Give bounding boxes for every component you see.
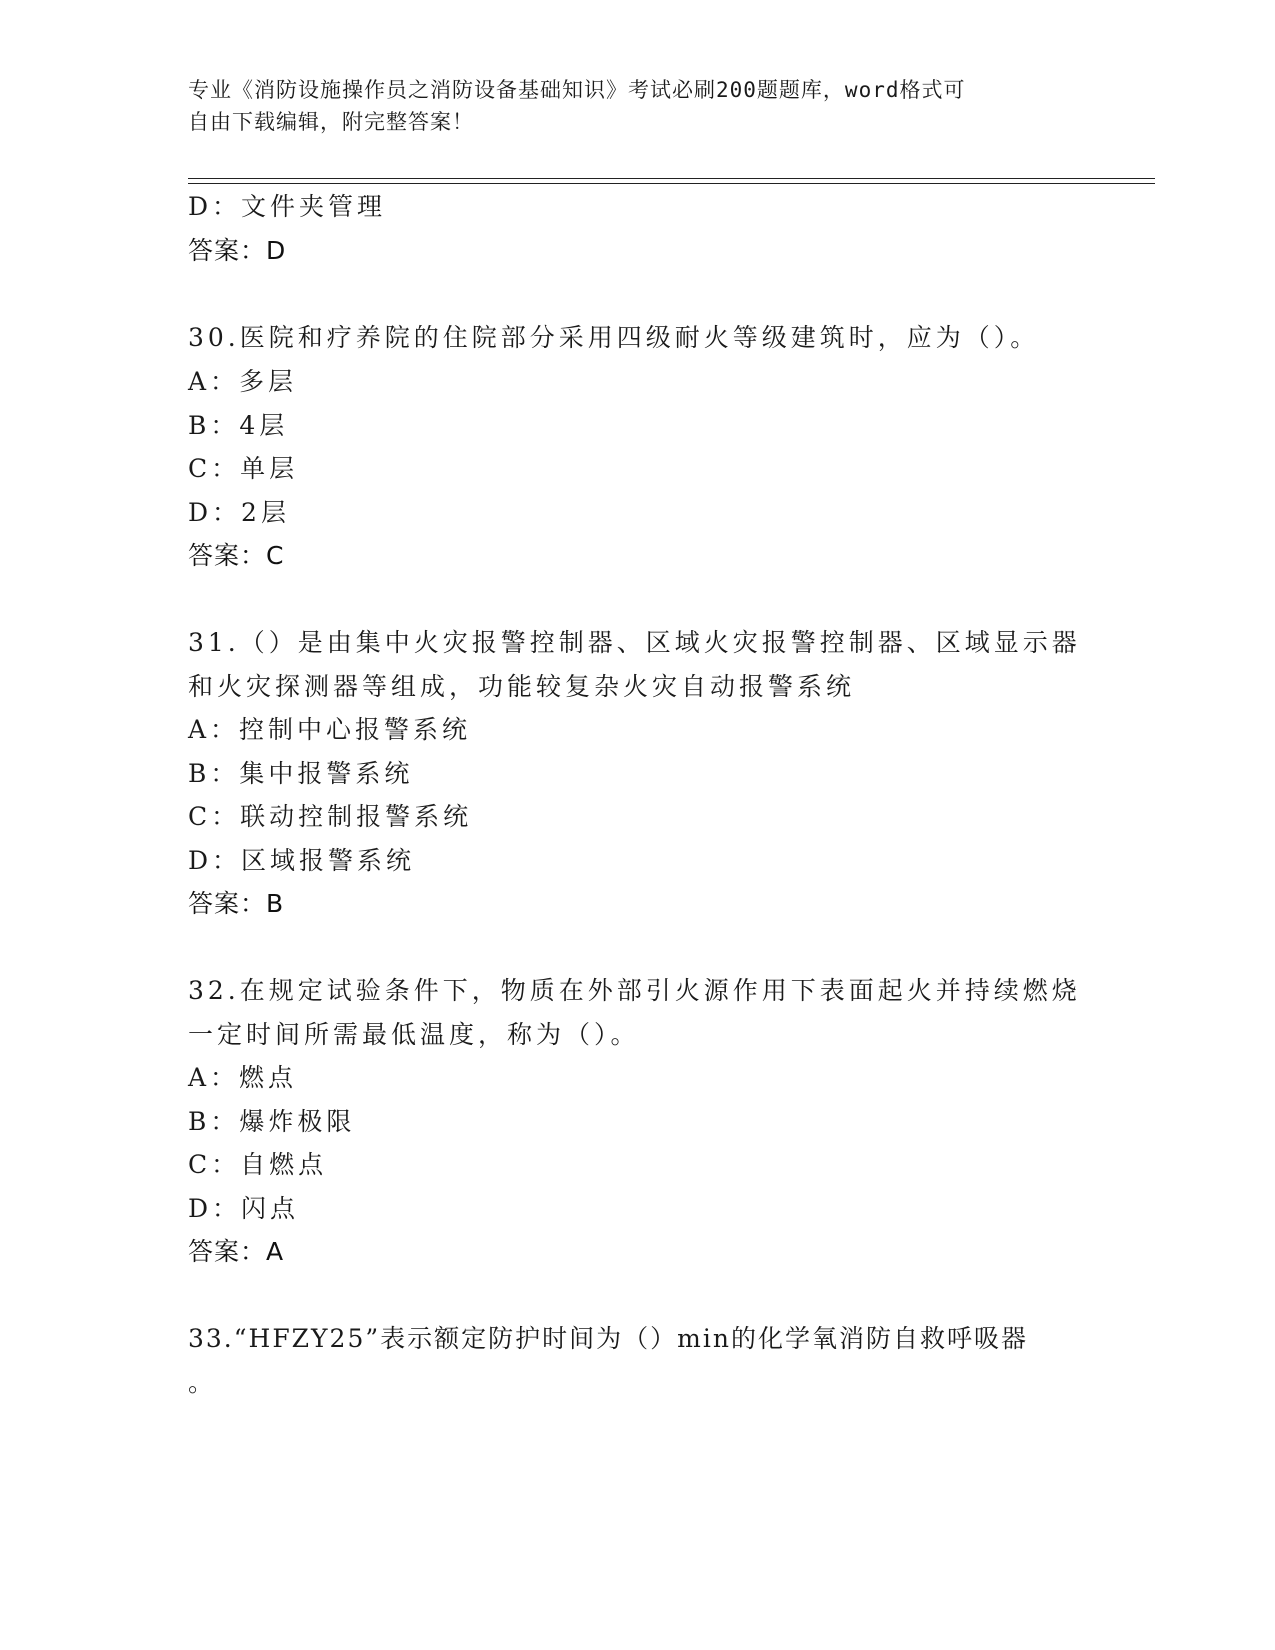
q30-option-d: D：2层 — [188, 498, 290, 527]
q31-option-b: B：集中报警系统 — [188, 759, 414, 788]
q32-stem-line-2: 一定时间所需最低温度，称为（）。 — [188, 1020, 640, 1049]
header-divider-top — [188, 178, 1155, 179]
q31-option-a: A：控制中心报警系统 — [188, 715, 472, 744]
q32-answer: 答案：A — [188, 1237, 285, 1266]
q30-option-a: A：多层 — [188, 367, 298, 396]
q29-answer: 答案：D — [188, 236, 287, 265]
q31-option-c: C：联动控制报警系统 — [188, 802, 473, 831]
header-line-2: 自由下载编辑，附完整答案！ — [188, 110, 474, 134]
q32-stem-line-1: 32.在规定试验条件下，物质在外部引火源作用下表面起火并持续燃烧 — [188, 976, 1081, 1005]
q30-option-b: B：4层 — [188, 411, 289, 440]
q32-option-c: C：自燃点 — [188, 1150, 328, 1179]
document-header — [188, 74, 1088, 138]
header-divider-bottom — [188, 183, 1155, 184]
q32-option-d: D：闪点 — [188, 1194, 300, 1223]
q32-option-a: A：燃点 — [188, 1063, 298, 1092]
q33-stem-line-1: 33.“HFZY25”表示额定防护时间为（）min的化学氧消防自救呼吸器 — [188, 1324, 1028, 1353]
q31-stem-line-2: 和火灾探测器等组成，功能较复杂火灾自动报警系统 — [188, 672, 856, 701]
q30-stem: 30.医院和疗养院的住院部分采用四级耐火等级建筑时，应为（）。 — [188, 323, 1040, 352]
q30-option-c: C：单层 — [188, 454, 299, 483]
q33-stem-line-2: 。 — [188, 1368, 218, 1397]
q30-answer: 答案：C — [188, 541, 285, 570]
q31-answer: 答案：B — [188, 889, 285, 918]
q29-option-d: D：文件夹管理 — [188, 192, 387, 221]
q31-stem-line-1: 31.（）是由集中火灾报警控制器、区域火灾报警控制器、区域显示器 — [188, 628, 1081, 657]
q32-option-b: B：爆炸极限 — [188, 1107, 356, 1136]
header-line-1: 专业《消防设施操作员之消防设备基础知识》考试必刷200题题库，word格式可 — [188, 78, 966, 102]
q31-option-d: D：区域报警系统 — [188, 846, 416, 875]
